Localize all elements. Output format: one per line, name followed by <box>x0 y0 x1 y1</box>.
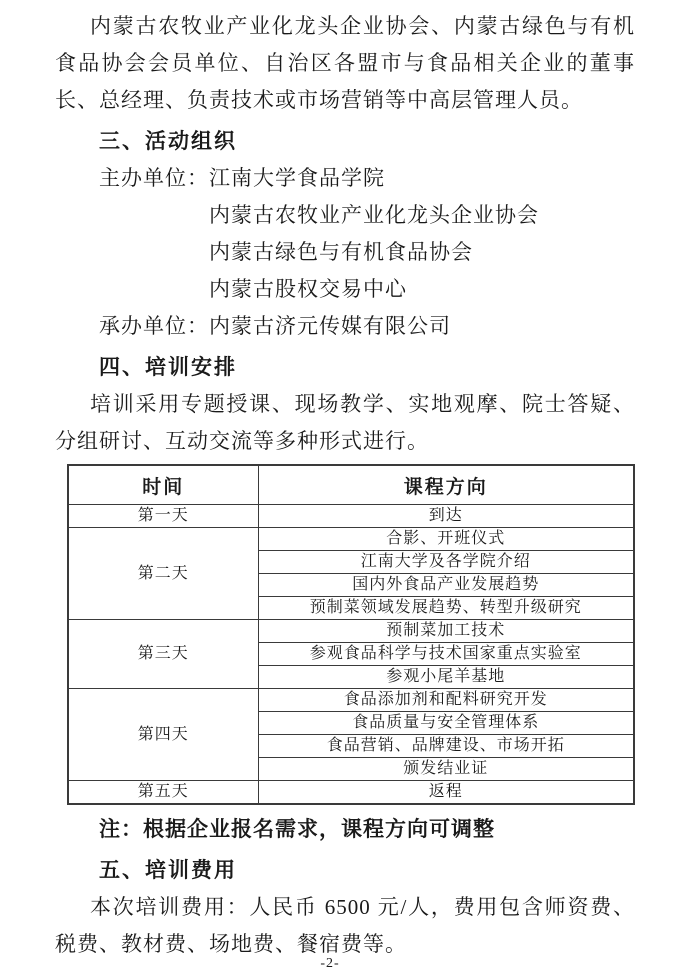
schedule-day-cell: 第四天 <box>68 689 258 781</box>
host-units-row <box>55 160 635 308</box>
host-unit-name: 内蒙古股权交易中心 <box>209 277 407 301</box>
schedule-day-cell: 第三天 <box>68 620 258 689</box>
host-units-label: 主办单位： <box>99 166 209 190</box>
schedule-course-cell: 食品质量与安全管理体系 <box>258 712 634 735</box>
schedule-course-cell: 食品营销、品牌建设、市场开拓 <box>258 735 634 758</box>
schedule-day-cell: 第五天 <box>68 781 258 805</box>
schedule-note: 注：根据企业报名需求，课程方向可调整 <box>99 818 495 841</box>
schedule-course-cell: 国内外食品产业发展趋势 <box>258 574 634 597</box>
schedule-course-cell: 食品添加剂和配料研究开发 <box>258 689 634 712</box>
host-unit-name: 江南大学食品学院 <box>209 166 385 190</box>
schedule-header-time: 时间 <box>68 465 258 505</box>
section5-heading: 五、培训费用 <box>99 859 237 882</box>
intro-paragraph: 内蒙古农牧业产业化龙头企业协会、内蒙古绿色与有机食品协会会员单位、自治区各盟市与食品相关企业的董事长、总经理、负责技术或市场营销等中高层管理人员。 <box>55 14 635 112</box>
schedule-header-row <box>68 465 634 505</box>
schedule-course-cell: 到达 <box>258 505 634 528</box>
organizer-list <box>209 308 451 345</box>
host-unit-name: 内蒙古绿色与有机食品协会 <box>209 240 473 264</box>
training-schedule-table <box>67 464 635 805</box>
organizer-row <box>55 308 635 345</box>
schedule-course-cell: 参观食品科学与技术国家重点实验室 <box>258 643 634 666</box>
schedule-row <box>68 781 634 805</box>
schedule-course-cell: 预制菜加工技术 <box>258 620 634 643</box>
organizer-label: 承办单位： <box>99 314 209 338</box>
section4-intro-paragraph: 培训采用专题授课、现场教学、实地观摩、院士答疑、分组研讨、互动交流等多种形式进行。 <box>55 392 635 453</box>
schedule-course-cell: 颁发结业证 <box>258 758 634 781</box>
section3-heading: 三、活动组织 <box>99 130 237 153</box>
schedule-row <box>68 528 634 551</box>
schedule-course-cell: 返程 <box>258 781 634 805</box>
organization-block <box>55 160 635 345</box>
schedule-day-cell: 第二天 <box>68 528 258 620</box>
schedule-course-cell: 预制菜领域发展趋势、转型升级研究 <box>258 597 634 620</box>
organizer-name: 内蒙古济元传媒有限公司 <box>209 314 451 338</box>
schedule-course-cell: 参观小尾羊基地 <box>258 666 634 689</box>
host-unit-name: 内蒙古农牧业产业化龙头企业协会 <box>209 203 539 227</box>
schedule-row <box>68 620 634 643</box>
schedule-header-course: 课程方向 <box>258 465 634 505</box>
schedule-row <box>68 689 634 712</box>
page-number: -2- <box>320 956 340 971</box>
host-units-list <box>209 160 539 308</box>
schedule-row <box>68 505 634 528</box>
fee-paragraph: 本次培训费用：人民币 6500 元/人，费用包含师资费、税费、教材费、场地费、餐宿费等。 <box>55 895 635 956</box>
schedule-course-cell: 合影、开班仪式 <box>258 528 634 551</box>
schedule-day-cell: 第一天 <box>68 505 258 528</box>
section4-heading: 四、培训安排 <box>99 356 237 379</box>
schedule-course-cell: 江南大学及各学院介绍 <box>258 551 634 574</box>
